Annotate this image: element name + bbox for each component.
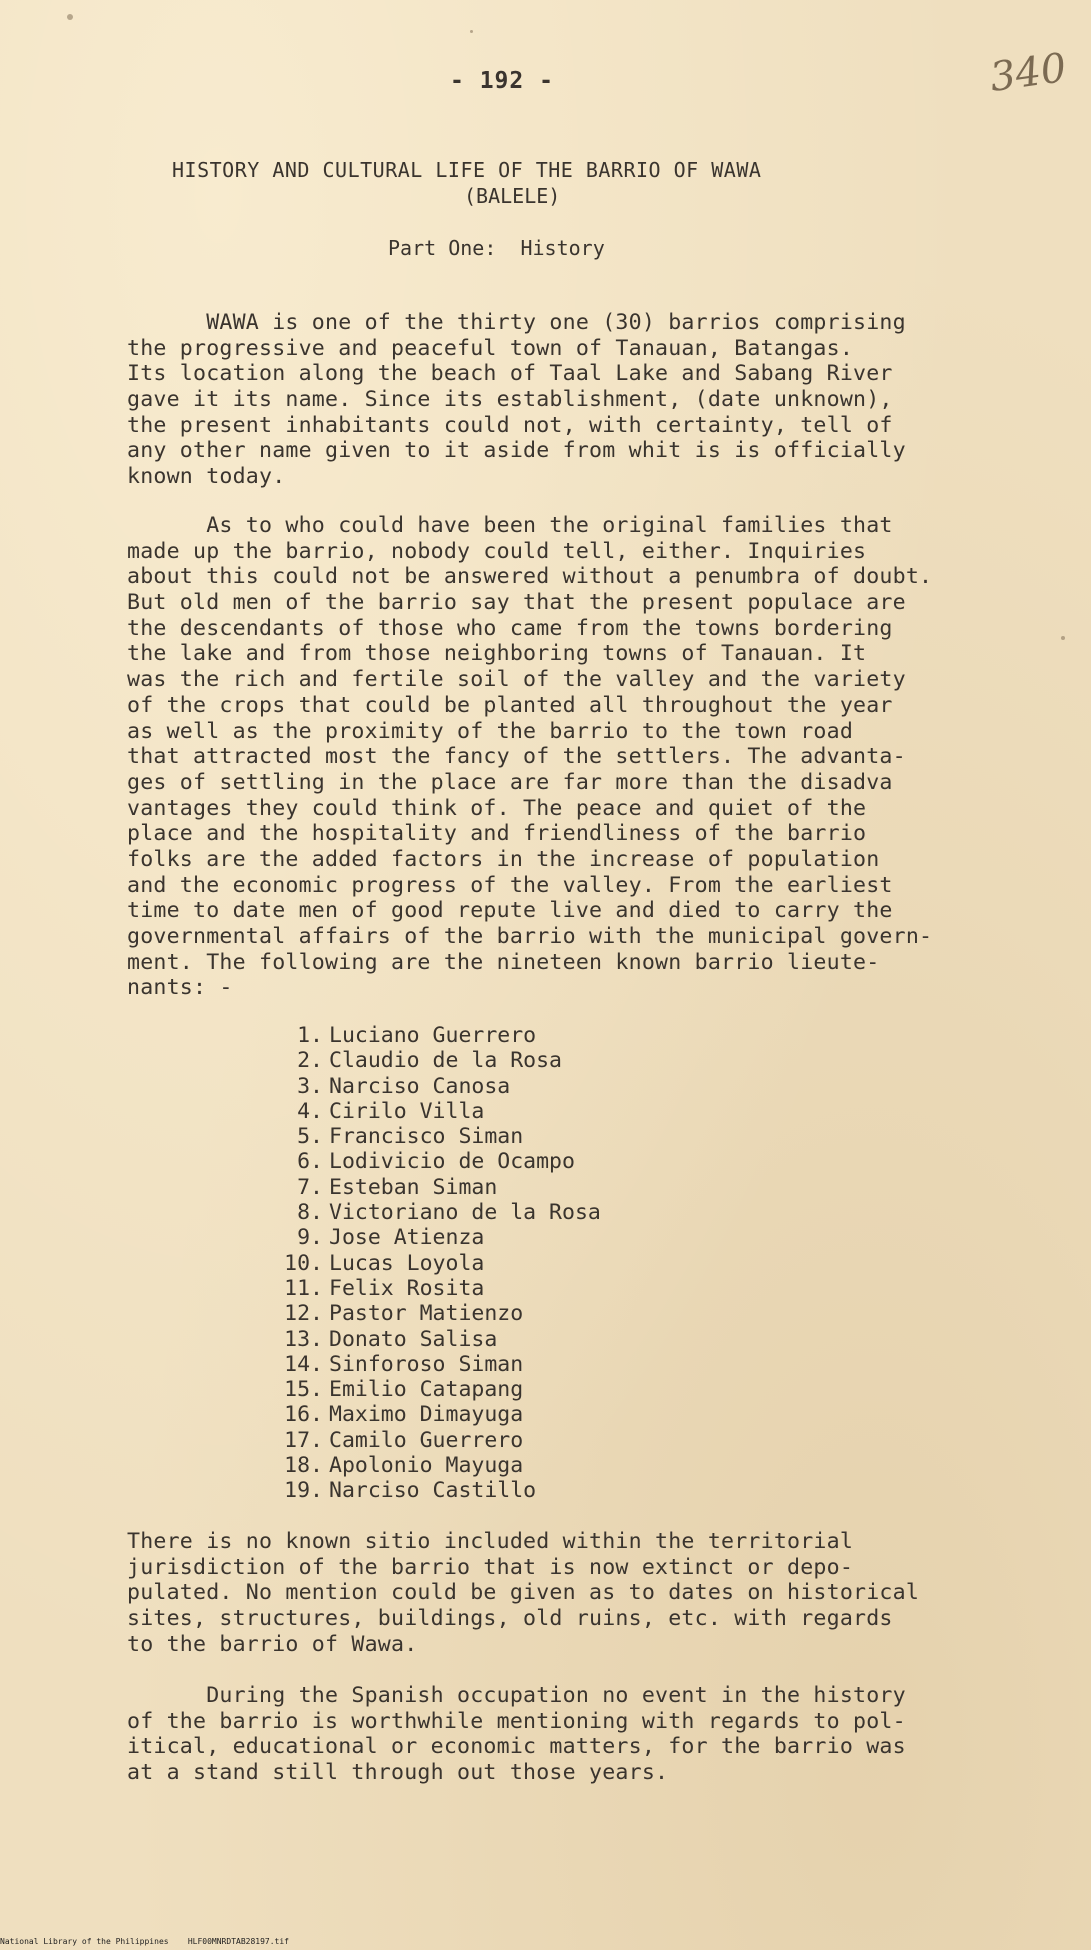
list-item-name: Lucas Loyola bbox=[329, 1250, 485, 1276]
list-item bbox=[275, 1428, 601, 1453]
list-item-number: 3. bbox=[297, 1073, 323, 1099]
list-item bbox=[275, 1352, 601, 1377]
paragraph-line: vantages they could think of. The peace and quiet of the bbox=[127, 795, 867, 821]
list-item-name: Luciano Guerrero bbox=[329, 1023, 537, 1048]
paragraph-line: jurisdiction of the barrio that is now extinct or depo- bbox=[127, 1554, 854, 1580]
list-item bbox=[275, 1048, 601, 1073]
paragraph-line: sites, structures, buildings, old ruins, etc. with regards bbox=[127, 1606, 893, 1632]
paragraph-line: at a stand still through out those years. bbox=[127, 1760, 669, 1786]
list-item-number: 2. bbox=[297, 1048, 323, 1074]
paragraph-intro bbox=[127, 310, 906, 490]
paragraph-line: ges of settling in the place are far more than the disadva bbox=[127, 769, 893, 795]
paragraph-line: folks are the added factors in the increase of population bbox=[127, 846, 880, 872]
list-item-name: Sinforoso Siman bbox=[329, 1351, 524, 1377]
paragraph-line: known today. bbox=[127, 464, 286, 490]
paragraph-line: as well as the proximity of the barrio to the town road bbox=[127, 718, 854, 744]
list-item bbox=[275, 1453, 601, 1478]
paragraph-line: As to who could have been the original families that bbox=[127, 513, 893, 538]
paragraph-line: to the barrio of Wawa. bbox=[127, 1631, 418, 1657]
paragraph-line: about this could not be answered without a penumbra of doubt. bbox=[127, 564, 933, 590]
list-item bbox=[275, 1377, 601, 1402]
paragraph-line: gave it its name. Since its establishment, (date unknown), bbox=[127, 387, 893, 413]
paragraph-line: was the rich and fertile soil of the valley and the variety bbox=[127, 667, 906, 693]
section-heading: Part One: History bbox=[388, 236, 605, 260]
list-item-name: Jose Atienza bbox=[329, 1225, 485, 1251]
paragraph-line: made up the barrio, nobody could tell, either. Inquiries bbox=[127, 538, 867, 564]
list-item-name: Cirilo Villa bbox=[329, 1098, 485, 1124]
handwritten-page-annotation: 340 bbox=[987, 44, 1070, 102]
list-item-number: 6. bbox=[297, 1149, 323, 1175]
list-item-number: 17. bbox=[284, 1427, 323, 1453]
paragraph-line: ment. The following are the nineteen known barrio lieute- bbox=[127, 949, 880, 975]
list-item-name: Victoriano de la Rosa bbox=[329, 1200, 601, 1226]
list-item bbox=[275, 1478, 601, 1503]
list-item bbox=[275, 1200, 601, 1225]
paper-fleck bbox=[1061, 636, 1065, 640]
list-item bbox=[275, 1225, 601, 1250]
paragraph-line: of the barrio is worthwhile mentioning with regards to pol- bbox=[127, 1708, 906, 1734]
list-item-number: 11. bbox=[284, 1275, 323, 1301]
list-item-number: 5. bbox=[297, 1124, 323, 1150]
paragraph-line: pulated. No mention could be given as to dates on historical bbox=[127, 1580, 920, 1606]
paragraph-line: Its location along the beach of Taal Lake and Sabang River bbox=[127, 361, 893, 387]
list-item-name: Maximo Dimayuga bbox=[329, 1402, 524, 1428]
paragraph-line: the present inhabitants could not, with certainty, tell of bbox=[127, 412, 893, 438]
paper-fleck bbox=[470, 30, 473, 33]
paragraph-sitio bbox=[127, 1529, 919, 1657]
paragraph-line: of the crops that could be planted all throughout the year bbox=[127, 692, 893, 718]
list-item-name: Narciso Canosa bbox=[329, 1073, 511, 1099]
list-item-name: Pastor Matienzo bbox=[329, 1301, 524, 1327]
list-item bbox=[275, 1402, 601, 1427]
list-item-number: 9. bbox=[297, 1225, 323, 1251]
list-item-name: Apolonio Mayuga bbox=[329, 1453, 524, 1479]
list-item-number: 7. bbox=[297, 1174, 323, 1200]
list-item bbox=[275, 1149, 601, 1174]
lieutenants-list bbox=[275, 1023, 601, 1504]
paragraph-line: But old men of the barrio say that the present populace are bbox=[127, 590, 906, 616]
list-item-number: 15. bbox=[284, 1377, 323, 1403]
paragraph-spanish-occupation bbox=[127, 1683, 906, 1786]
paragraph-line: and the economic progress of the valley. From the earliest bbox=[127, 872, 893, 898]
list-item-number: 12. bbox=[284, 1301, 323, 1327]
list-item bbox=[275, 1099, 601, 1124]
paragraph-line: There is no known sitio included within the territorial bbox=[127, 1529, 854, 1554]
scan-footer-caption: National Library of the Philippines HLF00MNRDTAB28197.tif bbox=[0, 1937, 289, 1946]
document-title: HISTORY AND CULTURAL LIFE OF THE BARRIO OF WAWA bbox=[172, 158, 762, 182]
paragraph-line: any other name given to it aside from whit is is officially bbox=[127, 438, 906, 464]
list-item-number: 8. bbox=[297, 1200, 323, 1226]
paper-fleck bbox=[67, 14, 73, 20]
paragraph-line: itical, educational or economic matters, for the barrio was bbox=[127, 1734, 906, 1760]
list-item bbox=[275, 1327, 601, 1352]
list-item bbox=[275, 1276, 601, 1301]
paragraph-line: place and the hospitality and friendliness of the barrio bbox=[127, 821, 867, 847]
paragraph-line: time to date men of good repute live and died to carry the bbox=[127, 898, 893, 924]
list-item-number: 13. bbox=[284, 1326, 323, 1352]
list-item-name: Francisco Siman bbox=[329, 1124, 524, 1150]
paragraph-line: that attracted most the fancy of the settlers. The advanta- bbox=[127, 744, 906, 770]
list-item-number: 14. bbox=[284, 1351, 323, 1377]
list-item bbox=[275, 1023, 601, 1048]
list-item-name: Felix Rosita bbox=[329, 1275, 485, 1301]
paragraph-line: the progressive and peaceful town of Tanauan, Batangas. bbox=[127, 335, 854, 361]
list-item-number: 10. bbox=[284, 1250, 323, 1276]
paragraph-line: During the Spanish occupation no event in the history bbox=[127, 1683, 906, 1708]
list-item-name: Narciso Castillo bbox=[329, 1478, 537, 1504]
list-item-number: 16. bbox=[284, 1402, 323, 1428]
paragraph-origins bbox=[127, 513, 932, 1001]
list-item-name: Camilo Guerrero bbox=[329, 1427, 524, 1453]
paragraph-line: WAWA is one of the thirty one (30) barrios comprising bbox=[127, 310, 906, 335]
paragraph-line: governmental affairs of the barrio with the municipal govern- bbox=[127, 924, 933, 949]
list-item bbox=[275, 1124, 601, 1149]
document-title-alt-name: (BALELE) bbox=[464, 184, 561, 208]
list-item-name: Donato Salisa bbox=[329, 1326, 498, 1352]
list-item bbox=[275, 1301, 601, 1326]
list-item bbox=[275, 1175, 601, 1200]
list-item-number: 4. bbox=[297, 1098, 323, 1124]
list-item-name: Esteban Siman bbox=[329, 1174, 498, 1200]
list-item-name: Emilio Catapang bbox=[329, 1377, 524, 1403]
list-item-number: 19. bbox=[284, 1478, 323, 1504]
paragraph-line: nants: - bbox=[127, 975, 233, 1001]
list-item-name: Claudio de la Rosa bbox=[329, 1048, 562, 1074]
list-item-number: 1. bbox=[297, 1023, 323, 1048]
page-number: - 192 - bbox=[450, 68, 554, 94]
list-item-number: 18. bbox=[284, 1453, 323, 1479]
list-item bbox=[275, 1074, 601, 1099]
list-item-name: Lodivicio de Ocampo bbox=[329, 1149, 575, 1175]
paragraph-line: the descendants of those who came from the towns bordering bbox=[127, 615, 893, 641]
paragraph-line: the lake and from those neighboring towns of Tanauan. It bbox=[127, 641, 867, 667]
list-item bbox=[275, 1251, 601, 1276]
